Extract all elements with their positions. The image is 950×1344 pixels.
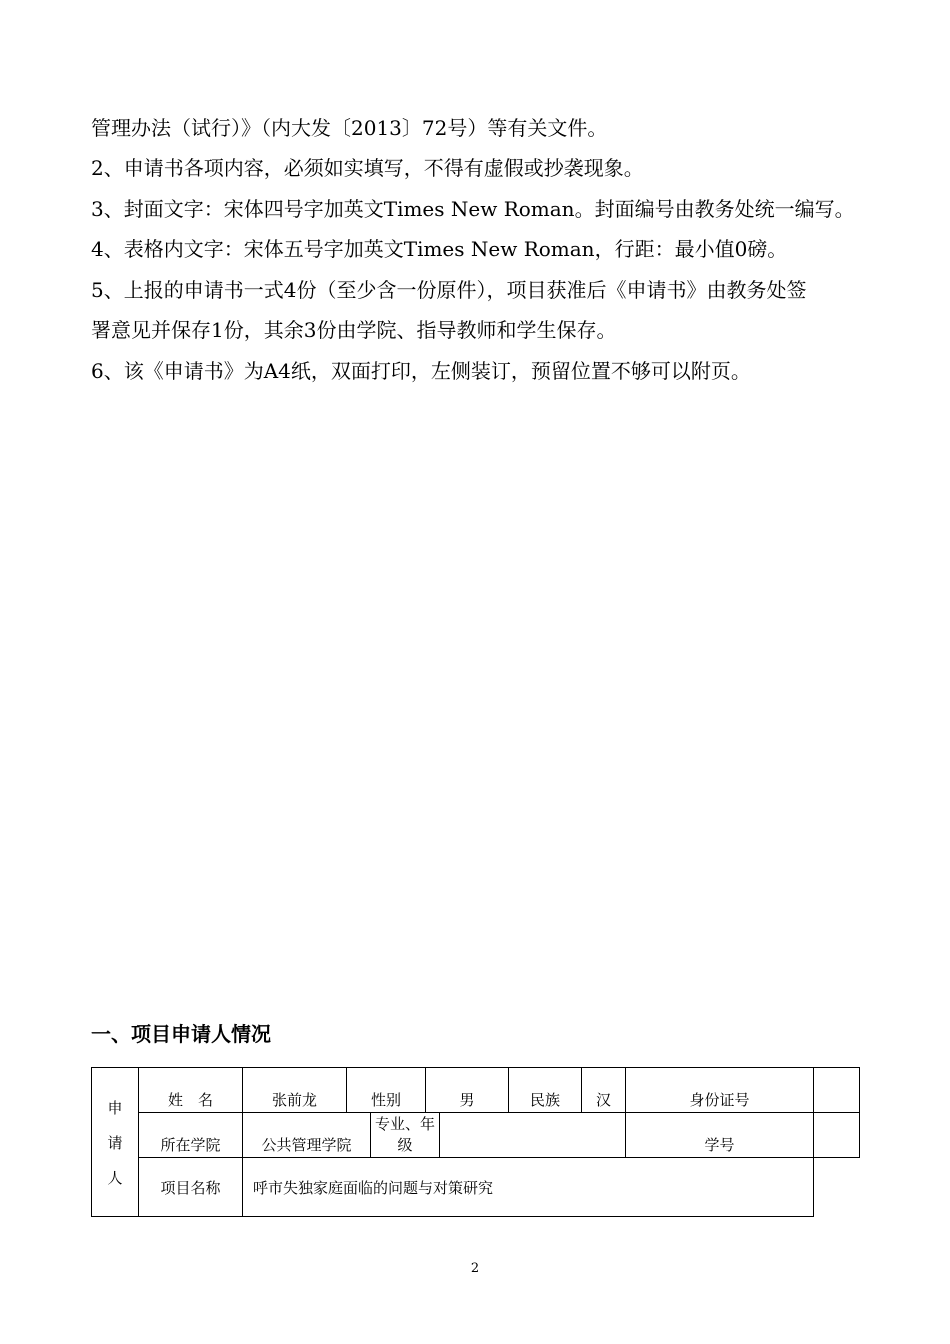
name-label: 姓 名 — [139, 1068, 243, 1113]
instruction-line: 管理办法（试行）》（内大发〔2013〕72号）等有关文件。 — [91, 116, 608, 140]
college-label: 所在学院 — [139, 1113, 243, 1158]
table-row — [92, 1113, 860, 1158]
applicant-char: 人 — [107, 1168, 123, 1187]
gender-value: 男 — [426, 1068, 509, 1113]
ethnicity-label: 民族 — [509, 1068, 582, 1113]
instruction-line: 4、表格内文字：宋体五号字加英文Times New Roman，行距：最小值0磅。 — [91, 237, 788, 261]
major-value — [440, 1113, 626, 1158]
section-title: 一、项目申请人情况 — [91, 1022, 271, 1046]
page-number: 2 — [470, 1261, 480, 1276]
college-value: 公共管理学院 — [243, 1113, 371, 1158]
instruction-line: 5、上报的申请书一式4份（至少含一份原件），项目获准后《申请书》由教务处签 — [91, 278, 807, 302]
applicant-label-cell — [92, 1068, 139, 1217]
instruction-line: 2、申请书各项内容，必须如实填写，不得有虚假或抄袭现象。 — [91, 156, 644, 180]
instruction-line: 3、封面文字：宋体四号字加英文Times New Roman。封面编号由教务处统一编写。 — [91, 197, 855, 221]
project-label: 项目名称 — [139, 1158, 243, 1217]
instruction-line: 6、该《申请书》为A4纸，双面打印，左侧装订，预留位置不够可以附页。 — [91, 359, 751, 383]
id-label: 身份证号 — [626, 1068, 814, 1113]
instruction-line: 署意见并保存1份，其余3份由学院、指导教师和学生保存。 — [91, 318, 617, 342]
applicant-char: 申 — [107, 1098, 123, 1117]
applicant-char: 请 — [107, 1133, 123, 1152]
applicant-info-table — [91, 1067, 860, 1217]
name-value: 张前龙 — [243, 1068, 347, 1113]
major-label: 专业、年级 — [371, 1113, 440, 1158]
project-value: 呼市失独家庭面临的问题与对策研究 — [243, 1158, 814, 1217]
gender-label: 性别 — [347, 1068, 426, 1113]
student-no-value — [814, 1113, 860, 1158]
table-row — [92, 1158, 860, 1217]
table-row — [92, 1068, 860, 1113]
student-no-label: 学号 — [626, 1113, 814, 1158]
ethnicity-value: 汉 — [582, 1068, 626, 1113]
id-value — [814, 1068, 860, 1113]
